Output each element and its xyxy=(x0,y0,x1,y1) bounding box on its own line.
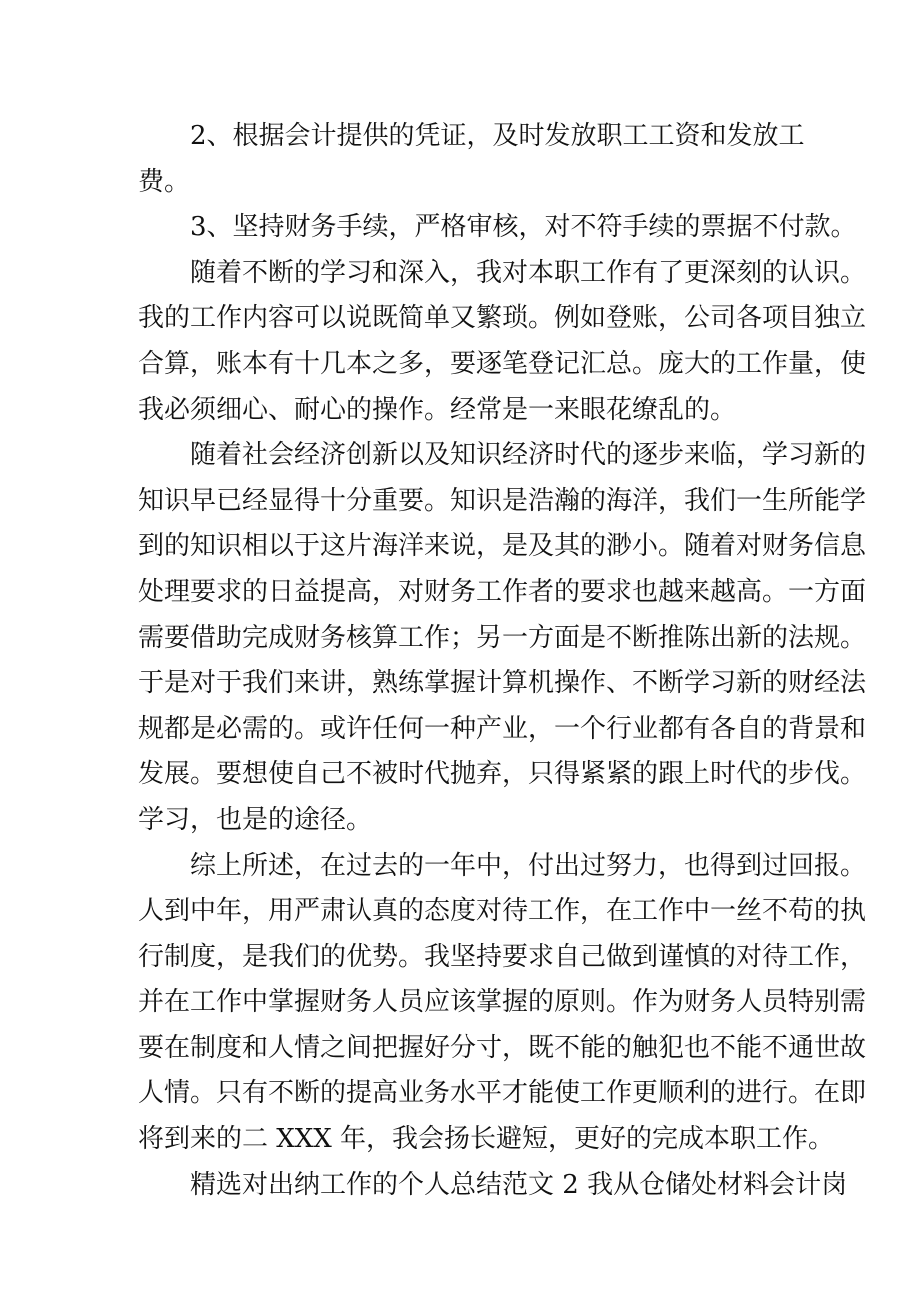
text-line-22: 人情。只有不断的提高业务水平才能使工作更顺利的进行。在即 xyxy=(138,1078,867,1109)
text-line-5: 我的工作内容可以说既简单又繁琐。例如登账，公司各项目独立 xyxy=(138,303,867,334)
text-line-24: 精选对出纳工作的个人总结范文 2 我从仓储处材料会计岗 xyxy=(190,1169,848,1200)
text-line-17: 综上所述，在过去的一年中，付出过努力，也得到过回报。 xyxy=(190,850,867,881)
text-line-4: 随着不断的学习和深入，我对本职工作有了更深刻的认识。 xyxy=(190,257,867,288)
text-line-11: 处理要求的日益提高，对财务工作者的要求也越来越高。一方面 xyxy=(138,576,867,607)
text-line-8: 随着社会经济创新以及知识经济时代的逐步来临，学习新的 xyxy=(190,440,867,471)
text-line-6: 合算，账本有十几本之多，要逐笔登记汇总。庞大的工作量，使 xyxy=(138,348,867,379)
document-body xyxy=(138,114,867,1208)
text-line-1: 2、根据会计提供的凭证，及时发放职工工资和发放工 xyxy=(190,121,805,151)
text-line-16: 学习，也是的途径。 xyxy=(138,804,373,835)
text-line-15: 发展。要想使自己不被时代抛弃，只得紧紧的跟上时代的步伐。 xyxy=(138,759,867,790)
text-line-2: 费。 xyxy=(138,166,191,197)
text-line-20: 并在工作中掌握财务人员应该掌握的原则。作为财务人员特别需 xyxy=(138,987,867,1018)
text-line-14: 规都是必需的。或许任何一种产业，一个行业都有各自的背景和 xyxy=(138,713,867,744)
text-line-19: 行制度，是我们的优势。我坚持要求自己做到谨慎的对待工作， xyxy=(138,941,867,972)
text-line-3: 3、坚持财务手续，严格审核，对不符手续的票据不付款。 xyxy=(190,212,857,243)
text-line-10: 到的知识相以于这片海洋来说，是及其的渺小。随着对财务信息 xyxy=(138,531,867,562)
text-line-9: 知识早已经显得十分重要。知识是浩瀚的海洋，我们一生所能学 xyxy=(138,485,867,516)
text-line-21: 要在制度和人情之间把握好分寸，既不能的触犯也不能不通世故 xyxy=(138,1032,867,1063)
text-line-18: 人到中年，用严肃认真的态度对待工作，在工作中一丝不苟的执 xyxy=(138,896,867,927)
text-line-13: 于是对于我们来讲，熟练掌握计算机操作、不断学习新的财经法 xyxy=(138,668,867,699)
text-line-23: 将到来的二 XXX 年，我会扬长避短，更好的完成本职工作。 xyxy=(138,1124,835,1155)
text-line-7: 我必须细心、耐心的操作。经常是一来眼花缭乱的。 xyxy=(138,394,737,425)
text-line-12: 需要借助完成财务核算工作；另一方面是不断推陈出新的法规。 xyxy=(138,622,867,653)
